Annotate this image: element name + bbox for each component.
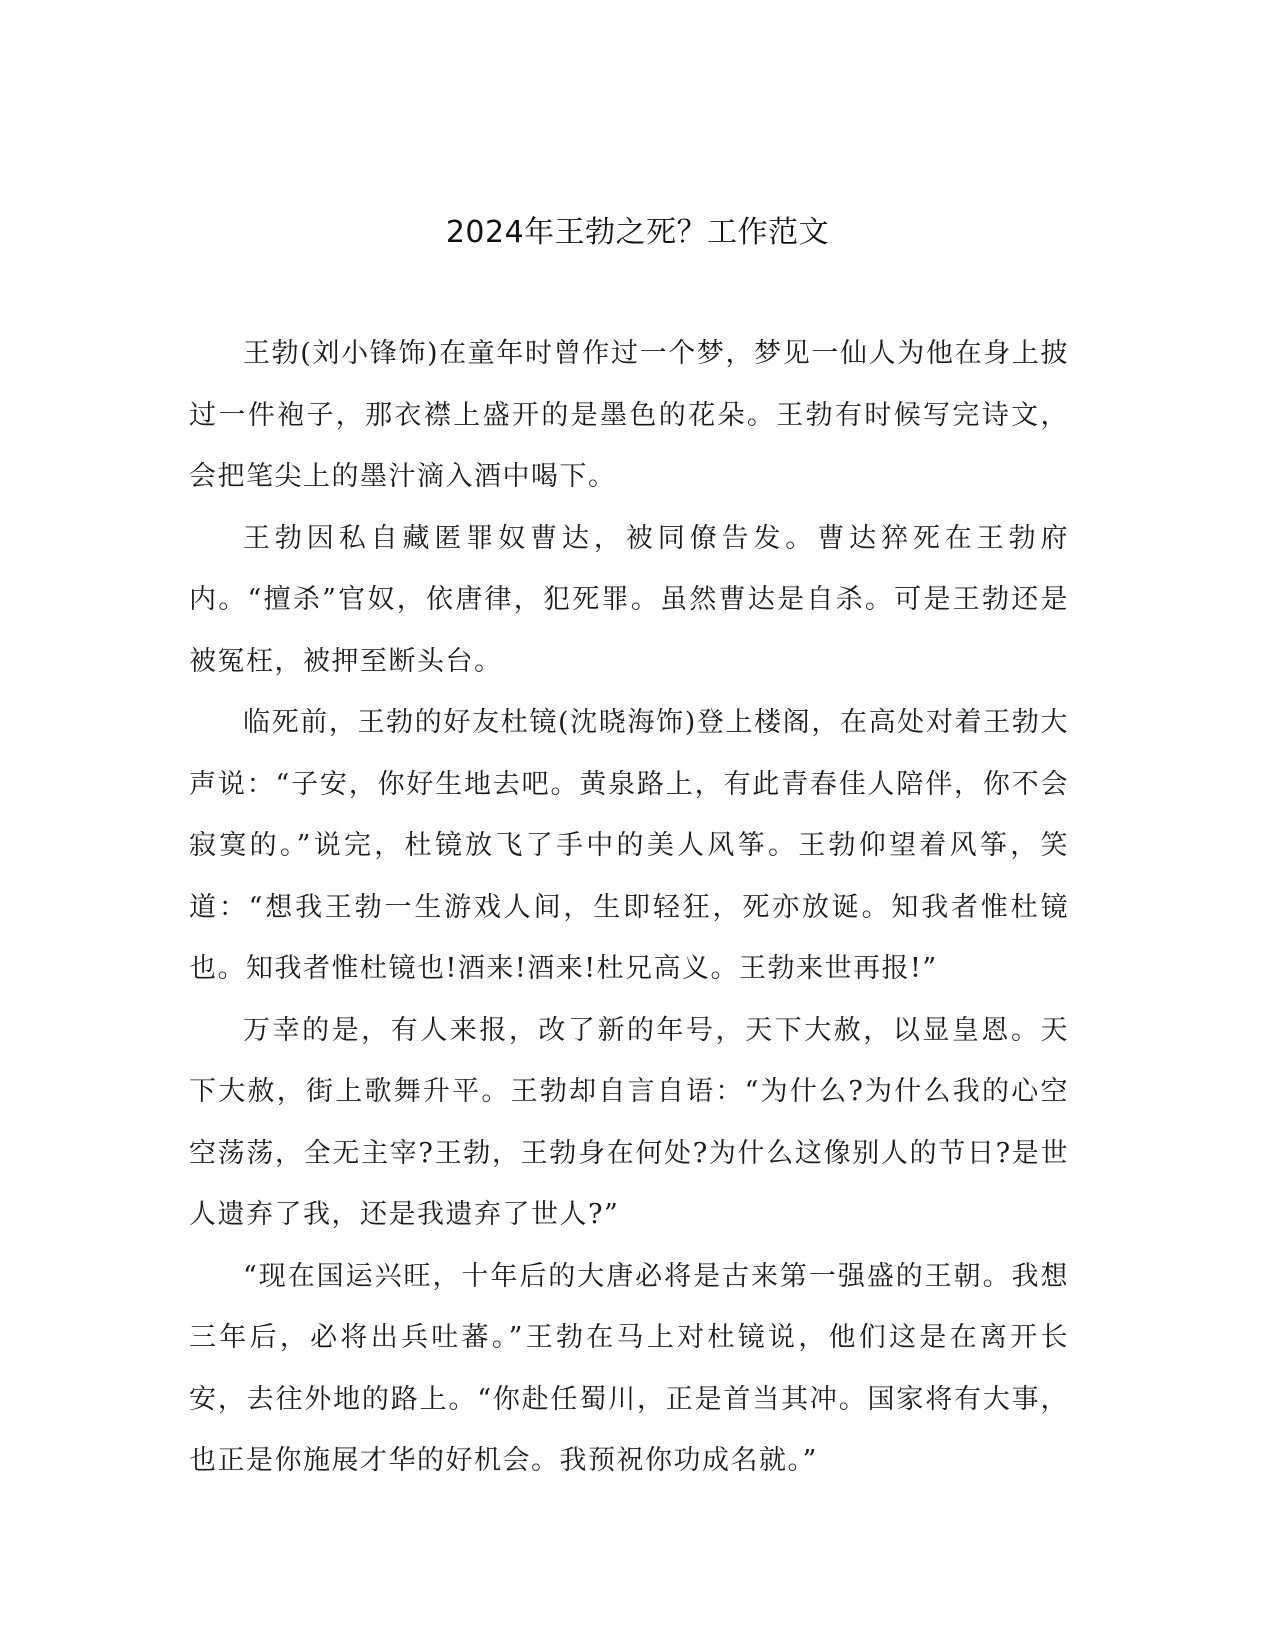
page-title: 2024年王勃之死？工作范文 [445, 215, 830, 250]
paragraph-2: 王勃因私自藏匿罪奴曹达，被同僚告发。曹达猝死在王勃府内。“擅杀”官奴，依唐律，犯死罪。虽然曹达是自杀。可是王勃还是被冤枉，被押至断头台。 [189, 522, 1069, 677]
paragraph-3: 临死前，王勃的好友杜镜(沈晓海饰)登上楼阁，在高处对着王勃大声说：“子安，你好生地去吧。黄泉路上，有此青春佳人陪伴，你不会寂寞的。”说完，杜镜放飞了手中的美人风筝。王勃仰望着风筝，笑道：“想我王勃一生游戏人间，生即轻狂，死亦放诞。知我者惟杜镜也。知我者惟杜镜也!酒来!酒来!杜兄高义。王勃来世再报!” [189, 707, 1069, 984]
paragraph-4: 万幸的是，有人来报，改了新的年号，天下大赦，以显皇恩。天下大赦，街上歌舞升平。王勃却自言自语：“为什么?为什么我的心空空荡荡，全无主宰?王勃，王勃身在何处?为什么这像别人的节日?是世人遗弃了我，还是我遗弃了世人?” [189, 1014, 1069, 1230]
document-body [189, 323, 1069, 1492]
paragraph-5: “现在国运兴旺，十年后的大唐必将是古来第一强盛的王朝。我想三年后，必将出兵吐蕃。”王勃在马上对杜镜说，他们这是在离开长安，去往外地的路上。“你赴任蜀川，正是首当其冲。国家将有大事，也正是你施展才华的好机会。我预祝你功成名就。” [189, 1260, 1069, 1476]
paragraph-1: 王勃(刘小锋饰)在童年时曾作过一个梦，梦见一仙人为他在身上披过一件袍子，那衣襟上盛开的是墨色的花朵。王勃有时候写完诗文，会把笔尖上的墨汁滴入酒中喝下。 [189, 338, 1069, 492]
